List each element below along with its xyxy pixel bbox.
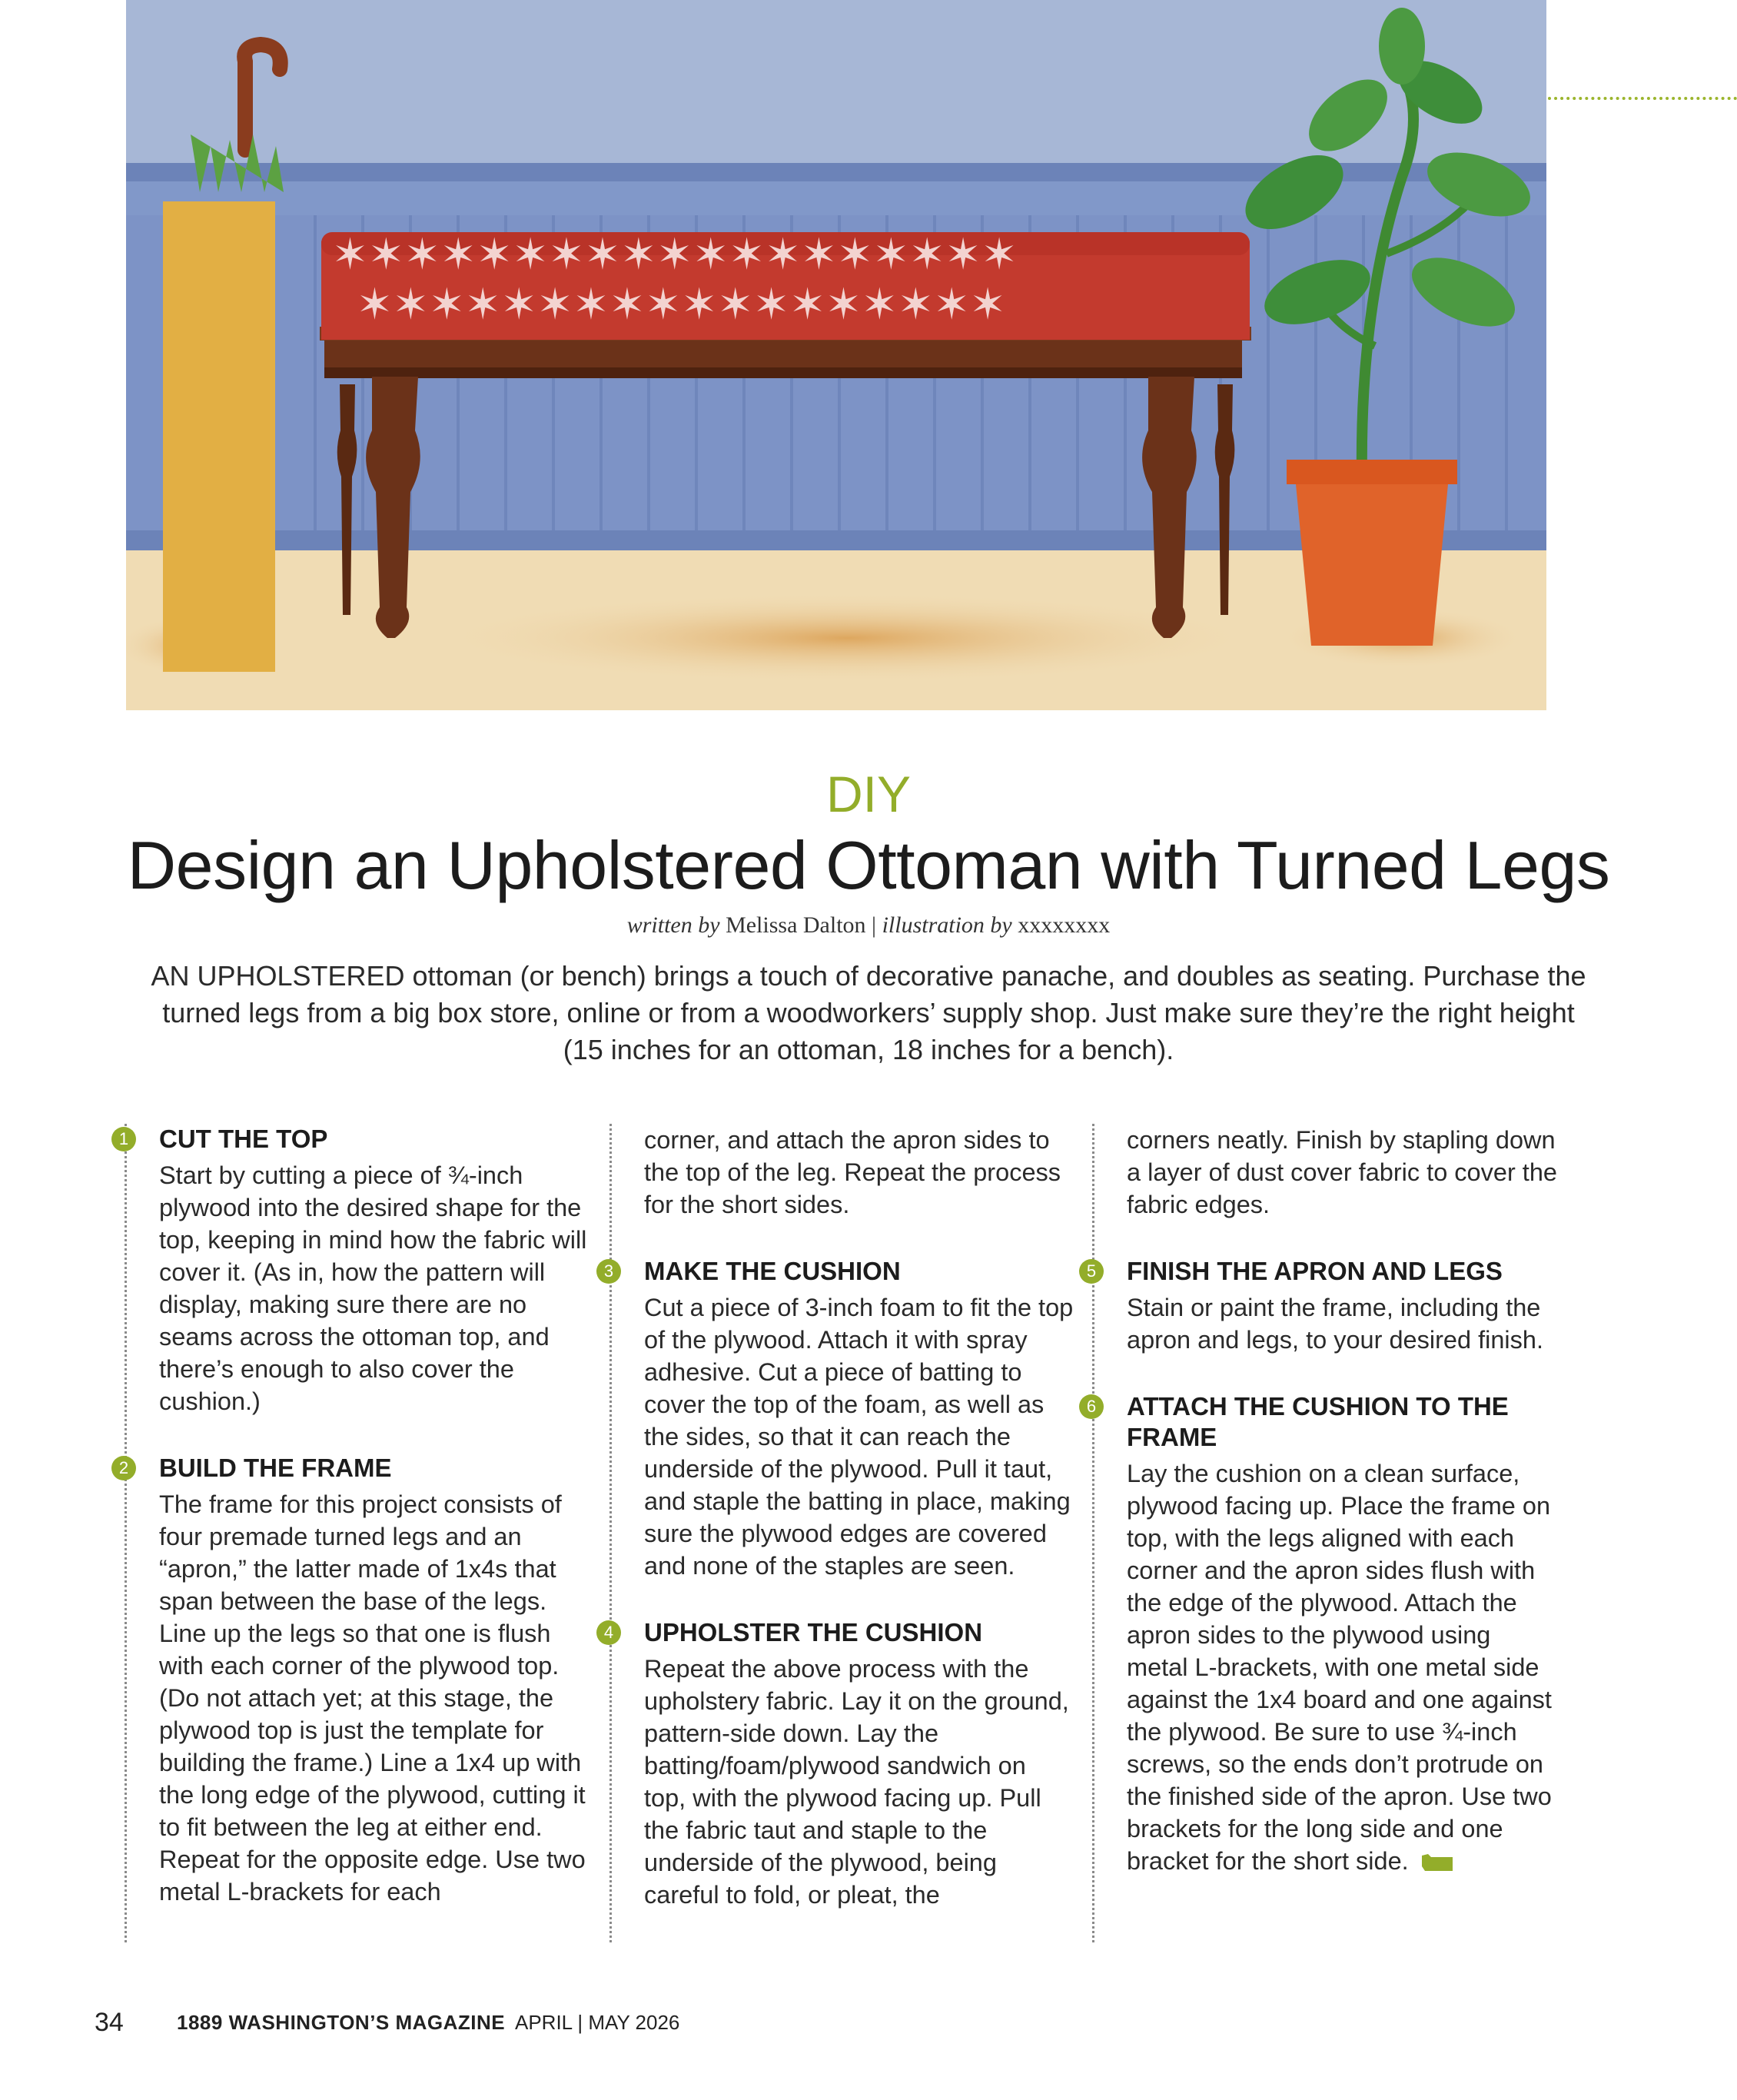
- step-body: Cut a piece of 3-inch foam to fit the top of the plywood. Attach it with spray adhesive. Cut a piece of batting to cover the top of the foam, as well as the sides, so that it can reach the underside of the plywood. Pull it taut, and staple the batting in place, making sure the plywood edges are covered and none of the staples are seen.: [644, 1294, 1074, 1580]
- section-label: DIY: [825, 766, 912, 822]
- text-column-1: [118, 1124, 590, 1908]
- byline-separator: |: [872, 912, 877, 938]
- article-title: Design an Upholstered Ottoman with Turned Legs: [127, 827, 1610, 903]
- step-body: Lay the cushion on a clean surface, plywood facing up. Place the frame on top, with the legs aligned with each corner and the apron sides flush with the edge of the plywood. Attach the apron sides to the plywood using metal L-brackets, with one metal side against the 1x4 board and one against the plywood. Be sure to use ¾-inch screws, so the ends don’t protrude on the finished side of the apron. Use two brackets for the long side and one bracket for the short side.: [1127, 1460, 1552, 1875]
- step-2: [118, 1453, 590, 1908]
- step-heading: CUT THE TOP: [159, 1125, 328, 1153]
- step-2-continued: [644, 1124, 1074, 1221]
- step-body: Repeat the above process with the upholstery fabric. Lay it on the ground, pattern-side down. Lay the batting/foam/plywood sandwich on top, with the plywood facing up. Pull the fabric taut and staple to the underside of the plywood, being careful to fold, or pleat, the: [644, 1655, 1069, 1909]
- intro-paragraph: AN UPHOLSTERED ottoman (or bench) brings a touch of decorative panache, and doubles as seating. Purchase the turned legs from a big box store, online or from a woodworkers’ supply shop. Just make sure they’re the right height (15 inches for an ottoman, 18 inches for a bench).: [151, 960, 1586, 1065]
- step-number-badge: 3: [596, 1259, 621, 1284]
- step-heading: UPHOLSTER THE CUSHION: [644, 1618, 983, 1646]
- decorative-dotted-rule: [1548, 97, 1737, 100]
- byline: [0, 912, 1737, 939]
- step-body: Start by cutting a piece of ¾-inch plywood into the desired shape for the top, keeping in mind how the fabric will cover it. (As in, how the pattern will display, making sure there are no seams across the ottoman top, and there’s enough to also cover the cushion.): [159, 1161, 587, 1415]
- step-body: Stain or paint the frame, including the apron and legs, to your desired finish.: [1127, 1294, 1543, 1354]
- step-4-continued: [1127, 1124, 1557, 1221]
- step-number-badge: 4: [596, 1620, 621, 1645]
- step-heading: ATTACH THE CUSHION TO THE FRAME: [1127, 1392, 1509, 1451]
- page-number: 34: [95, 2008, 124, 2037]
- step-5: [1086, 1256, 1557, 1356]
- step-heading: MAKE THE CUSHION: [644, 1257, 901, 1285]
- step-4: [603, 1617, 1074, 1911]
- step-body: corner, and attach the apron sides to the top of the leg. Repeat the process for the short sides.: [644, 1126, 1061, 1218]
- author-name: Melissa Dalton: [726, 912, 866, 938]
- step-body: The frame for this project consists of four premade turned legs and an “apron,” the latter made of 1x4s that span between the base of the legs. Line up the legs so that one is flush with each corner of the plywood top. (Do not attach yet; at this stage, the plywood top is just the template for building the frame.) Line a 1x4 up with the long edge of the plywood, cutting it to fit between the leg at either end. Repeat for the opposite edge. Use two metal L-brackets for each: [159, 1490, 586, 1906]
- step-6: [1086, 1391, 1557, 1877]
- step-1: [118, 1124, 590, 1417]
- step-number-badge: 5: [1079, 1259, 1104, 1284]
- hero-illustration: [126, 0, 1546, 710]
- step-number-badge: 2: [111, 1456, 136, 1480]
- column-divider: [125, 1124, 127, 1942]
- column-divider: [609, 1124, 612, 1942]
- step-number-badge: 1: [111, 1127, 136, 1151]
- step-heading: BUILD THE FRAME: [159, 1454, 392, 1482]
- text-column-3: [1086, 1124, 1557, 1877]
- step-body: corners neatly. Finish by stapling down a layer of dust cover fabric to cover the fabric edges.: [1127, 1126, 1557, 1218]
- text-column-2: [603, 1124, 1074, 1911]
- issue-date: APRIL | MAY 2026: [515, 2011, 680, 2034]
- illustration-by-label: illustration by: [882, 912, 1012, 938]
- washington-state-end-icon: [1420, 1852, 1454, 1872]
- step-heading: FINISH THE APRON AND LEGS: [1127, 1257, 1503, 1285]
- step-3: [603, 1256, 1074, 1582]
- column-divider: [1092, 1124, 1094, 1942]
- magazine-name: 1889 WASHINGTON’S MAGAZINE: [177, 2011, 506, 2034]
- svg-text:✶✶✶✶✶✶✶✶✶✶✶✶✶✶✶✶✶✶: ✶✶✶✶✶✶✶✶✶✶✶✶✶✶✶✶✶✶: [357, 280, 1006, 330]
- svg-text:✶✶✶✶✶✶✶✶✶✶✶✶✶✶✶✶✶✶✶: ✶✶✶✶✶✶✶✶✶✶✶✶✶✶✶✶✶✶✶: [332, 230, 1018, 280]
- step-number-badge: 6: [1079, 1394, 1104, 1419]
- written-by-label: written by: [626, 912, 720, 938]
- illustrator-name: xxxxxxxx: [1018, 912, 1111, 938]
